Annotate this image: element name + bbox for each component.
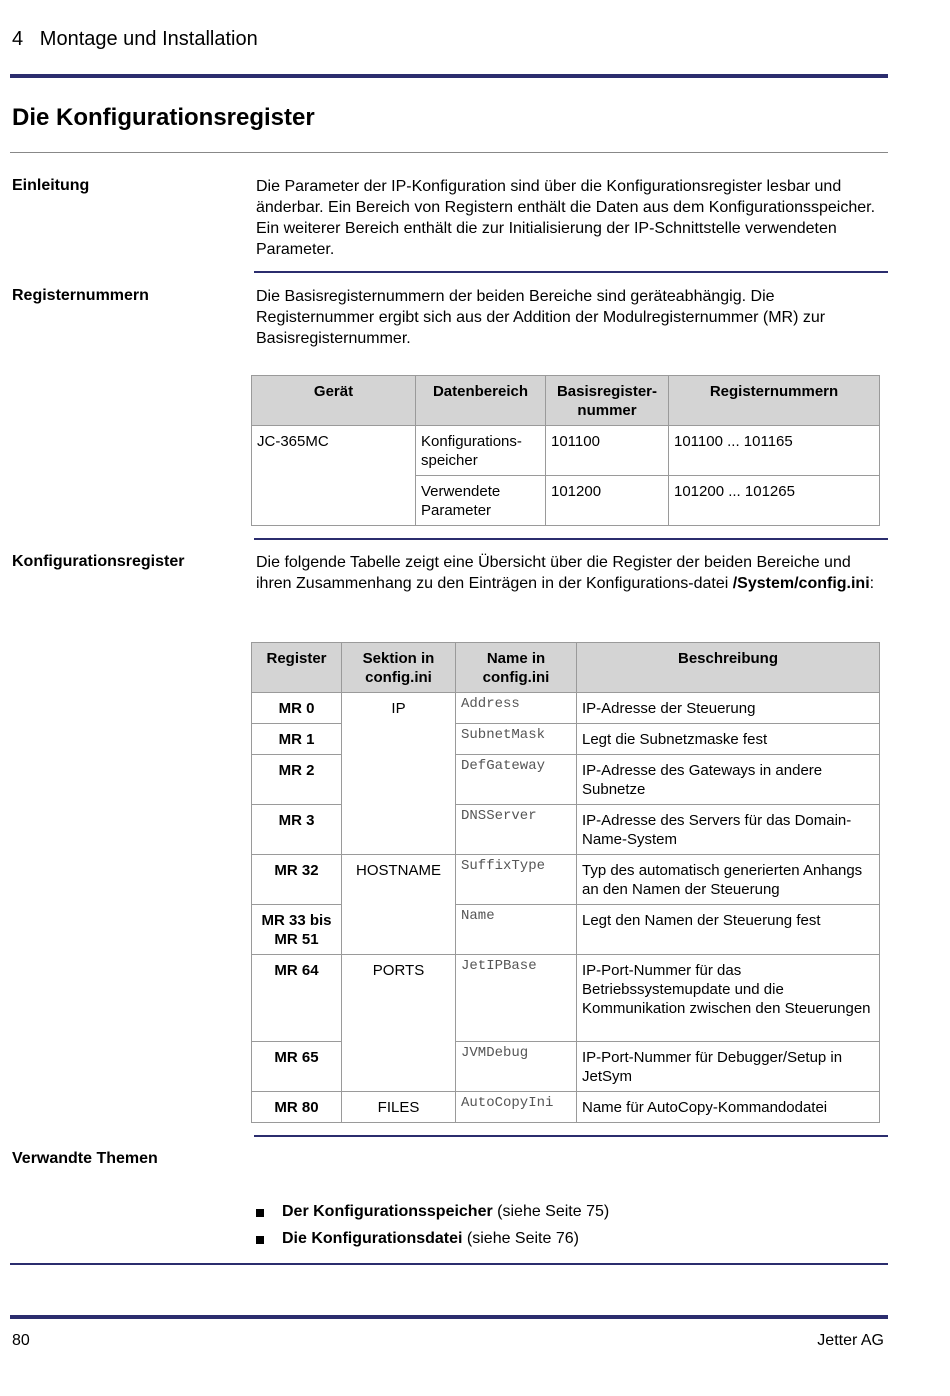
company-name: Jetter AG: [817, 1332, 884, 1349]
config-path: /System/config.ini: [732, 575, 870, 592]
description-cell: Name für AutoCopy-Kommandodatei: [577, 1092, 880, 1123]
table-row: [252, 955, 880, 1042]
description-cell: Typ des automatisch generierten Anhangs an den Namen der Steuerung: [577, 855, 880, 905]
name-cell: DefGateway: [456, 755, 577, 805]
base-register-table: [251, 375, 880, 526]
section-end-rule: [10, 1263, 888, 1265]
list-item: [256, 1230, 609, 1257]
section-cell: IP: [342, 693, 456, 855]
table-cell: Konfigurations-speicher: [416, 426, 546, 476]
section-label-verwandte-themen: Verwandte Themen: [12, 1150, 158, 1167]
register-cell: MR 0: [252, 693, 342, 724]
table-header: Name in config.ini: [456, 643, 577, 693]
name-cell: AutoCopyIni: [456, 1092, 577, 1123]
bullet-icon: [256, 1209, 264, 1217]
name-cell: JVMDebug: [456, 1042, 577, 1092]
description-cell: IP-Port-Nummer für das Betriebssystemupdate und die Kommunikation zwischen den Steuerungen: [577, 955, 880, 1042]
table-header: Sektion in config.ini: [342, 643, 456, 693]
header-rule: [10, 74, 888, 78]
register-cell: MR 80: [252, 1092, 342, 1123]
text-span: :: [869, 575, 875, 592]
table-header: Beschreibung: [577, 643, 880, 693]
table-cell: 101200 ... 101265: [669, 476, 880, 526]
description-cell: IP-Adresse der Steuerung: [577, 693, 880, 724]
register-cell: MR 33 bis MR 51: [252, 905, 342, 955]
table-cell: 101200: [546, 476, 669, 526]
section-text-registernummern: Die Basisregisternummern der beiden Bereiche sind geräteabhängig. Die Registernummer ergibt sich aus der Addition der Modulregisternummer (MR) zur Basisregisternummer.: [256, 288, 826, 347]
register-cell: MR 65: [252, 1042, 342, 1092]
table-header: Basisregister-nummer: [546, 376, 669, 426]
section-cell: FILES: [342, 1092, 456, 1123]
section-text-konfigurationsregister: [256, 552, 888, 594]
footer-rule: [10, 1315, 888, 1319]
table-row: [252, 1092, 880, 1123]
section-separator: [254, 538, 888, 540]
table-cell: 101100 ... 101165: [669, 426, 880, 476]
section-label-registernummern: Registernummern: [12, 287, 149, 304]
register-cell: MR 2: [252, 755, 342, 805]
name-cell: DNSServer: [456, 805, 577, 855]
section-text-einleitung: Die Parameter der IP-Konfiguration sind über die Konfigurationsregister lesbar und änderbar. Ein Bereich von Registern enthält die Daten aus dem Konfigurationsspeicher. Ein weiterer Bereich enthält die zur Initialisierung der IP-Schnittstelle verwendeten Parameter.: [256, 178, 876, 258]
page-reference: (siehe Seite 75): [497, 1203, 610, 1220]
bullet-icon: [256, 1236, 264, 1244]
register-cell: MR 32: [252, 855, 342, 905]
section-separator: [254, 1135, 888, 1137]
register-cell: MR 1: [252, 724, 342, 755]
description-cell: Legt den Namen der Steuerung fest: [577, 905, 880, 955]
table-row: [252, 426, 880, 476]
name-cell: Name: [456, 905, 577, 955]
table-header: Gerät: [252, 376, 416, 426]
description-cell: IP-Adresse des Servers für das Domain-Name-System: [577, 805, 880, 855]
related-link[interactable]: Der Konfigurationsspeicher: [282, 1203, 493, 1220]
table-header: Registernummern: [669, 376, 880, 426]
section-separator: [254, 271, 888, 273]
list-item: [256, 1203, 609, 1230]
title-rule: [10, 152, 888, 153]
table-cell: Verwendete Parameter: [416, 476, 546, 526]
chapter-heading: 4 Montage und Installation: [12, 28, 258, 50]
text-span: Die folgende Tabelle zeigt eine Übersicht über die Register der beiden Bereiche und ihren Zusammenhang zu den Einträgen in der Konfigurations-datei: [256, 554, 851, 592]
register-cell: MR 64: [252, 955, 342, 1042]
register-cell: MR 3: [252, 805, 342, 855]
name-cell: SubnetMask: [456, 724, 577, 755]
device-cell: JC-365MC: [252, 426, 416, 526]
config-register-table: [251, 642, 880, 1123]
page-number: 80: [12, 1332, 30, 1349]
section-cell: HOSTNAME: [342, 855, 456, 955]
page-reference: (siehe Seite 76): [466, 1230, 579, 1247]
table-row: [252, 693, 880, 724]
section-cell: PORTS: [342, 955, 456, 1092]
page-title: Die Konfigurationsregister: [12, 104, 315, 131]
table-header: Datenbereich: [416, 376, 546, 426]
description-cell: IP-Port-Nummer für Debugger/Setup in JetSym: [577, 1042, 880, 1092]
name-cell: JetIPBase: [456, 955, 577, 1042]
description-cell: IP-Adresse des Gateways in andere Subnetze: [577, 755, 880, 805]
related-link[interactable]: Die Konfigurationsdatei: [282, 1230, 463, 1247]
table-cell: 101100: [546, 426, 669, 476]
table-header: Register: [252, 643, 342, 693]
description-cell: Legt die Subnetzmaske fest: [577, 724, 880, 755]
name-cell: Address: [456, 693, 577, 724]
section-label-einleitung: Einleitung: [12, 177, 90, 194]
name-cell: SuffixType: [456, 855, 577, 905]
section-label-konfigurationsregister: Konfigurationsregister: [12, 553, 185, 570]
table-row: [252, 855, 880, 905]
related-topics-list: [256, 1203, 609, 1257]
